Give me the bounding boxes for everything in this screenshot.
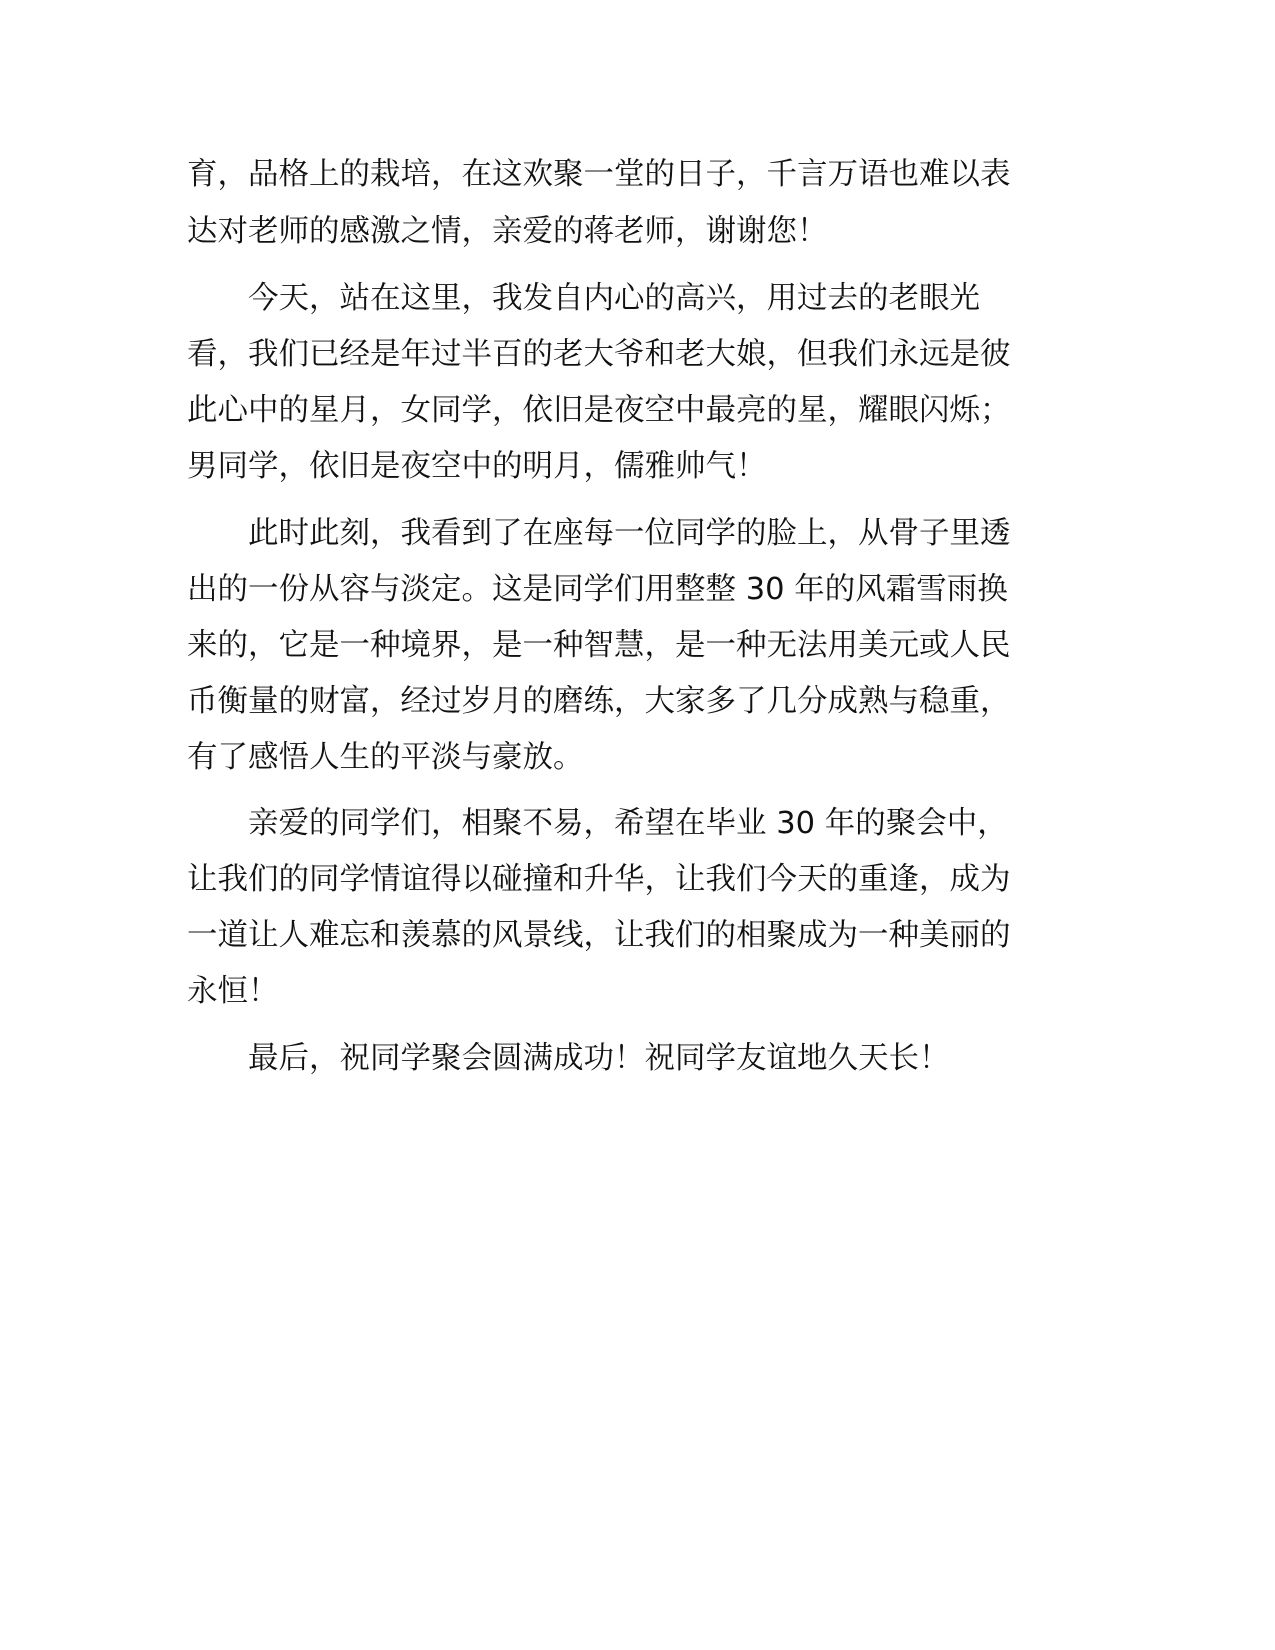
- paragraph-line: 此时此刻，我看到了在座每一位同学的脸上，从骨子里透: [187, 516, 1011, 551]
- paragraph-line: 让我们的同学情谊得以碰撞和升华，让我们今天的重逢，成为: [187, 862, 1011, 897]
- paragraph-line: 今天，站在这里，我发自内心的高兴，用过去的老眼光: [187, 281, 980, 316]
- paragraph-line: 此心中的星月，女同学，依旧是夜空中最亮的星，耀眼闪烁；: [187, 393, 1011, 428]
- paragraph-line: 有了感悟人生的平淡与豪放。: [187, 740, 584, 775]
- paragraph-line: 达对老师的感激之情，亲爱的蒋老师，谢谢您！: [187, 214, 828, 249]
- paragraph-line: 亲爱的同学们，相聚不易，希望在毕业 30 年的聚会中，: [187, 806, 1008, 841]
- paragraph-line: 育，品格上的栽培，在这欢聚一堂的日子，千言万语也难以表: [187, 157, 1011, 192]
- paragraph-line: 币衡量的财富，经过岁月的磨练，大家多了几分成熟与稳重，: [187, 684, 1011, 719]
- paragraph-line: 最后，祝同学聚会圆满成功！祝同学友谊地久天长！: [187, 1041, 950, 1076]
- paragraph-line: 男同学，依旧是夜空中的明月，儒雅帅气！: [187, 449, 767, 484]
- paragraph-line: 出的一份从容与淡定。这是同学们用整整 30 年的风霜雪雨换: [187, 572, 1008, 607]
- paragraph-line: 来的，它是一种境界，是一种智慧，是一种无法用美元或人民: [187, 628, 1011, 663]
- paragraph-line: 一道让人难忘和羡慕的风景线，让我们的相聚成为一种美丽的: [187, 918, 1011, 953]
- paragraph-line: 永恒！: [187, 974, 279, 1009]
- paragraph-line: 看，我们已经是年过半百的老大爷和老大娘，但我们永远是彼: [187, 337, 1011, 372]
